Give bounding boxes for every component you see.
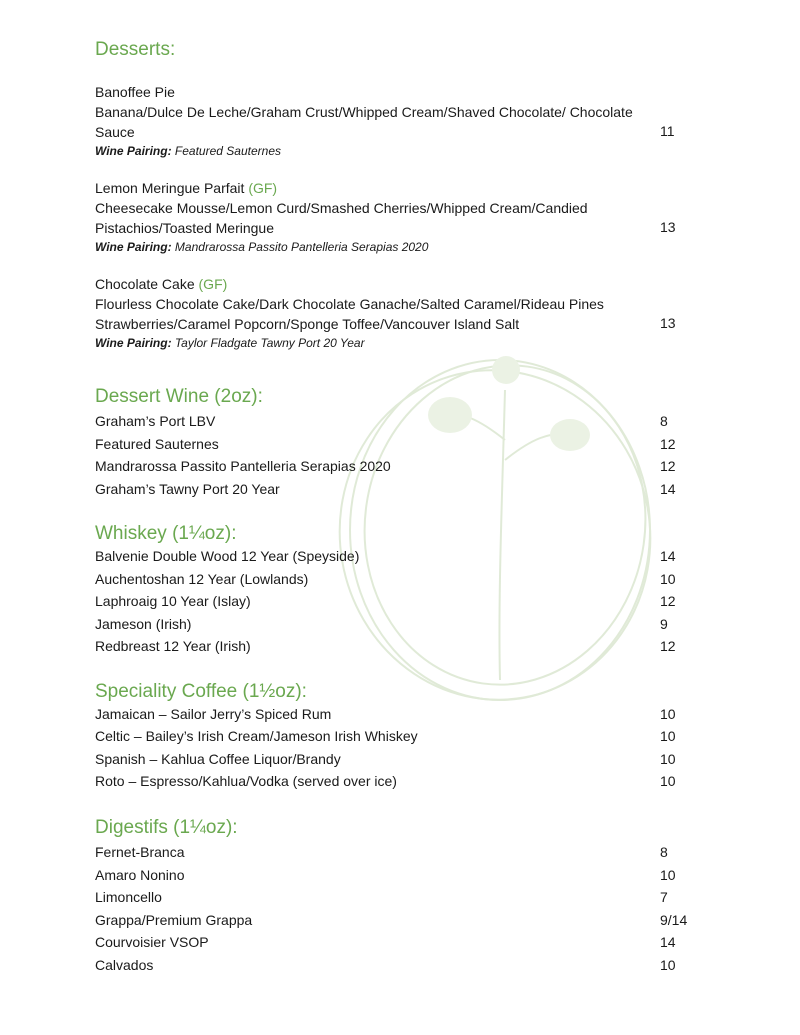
menu-row	[95, 481, 695, 501]
item-price: 14	[660, 481, 676, 497]
wine-pairing-label: Wine Pairing:	[95, 336, 172, 350]
dessert-name	[95, 276, 227, 292]
wine-pairing	[95, 240, 428, 254]
wine-pairing	[95, 144, 281, 158]
wine-pairing-value: Taylor Fladgate Tawny Port 20 Year	[174, 336, 365, 350]
dessert-name-text: Chocolate Cake	[95, 276, 195, 292]
item-price: 8	[660, 844, 668, 860]
item-name: Courvoisier VSOP	[95, 934, 209, 950]
item-price: 10	[660, 728, 676, 744]
wine-pairing-value: Featured Sauternes	[174, 144, 281, 158]
item-name: Roto – Espresso/Kahlua/Vodka (served over ice)	[95, 773, 397, 789]
section-heading-dessert-wine: Dessert Wine (2oz):	[95, 386, 263, 407]
item-name: Graham’s Tawny Port 20 Year	[95, 481, 280, 497]
dessert-description: Cheesecake Mousse/Lemon Curd/Smashed Cherries/Whipped Cream/Candied Pistachios/Toasted Meringue	[95, 200, 588, 236]
menu-row	[95, 593, 695, 613]
item-price: 8	[660, 413, 668, 429]
item-price: 12	[660, 638, 676, 654]
section-heading-desserts: Desserts:	[95, 39, 176, 60]
item-price: 10	[660, 957, 676, 973]
item-name: Celtic – Bailey’s Irish Cream/Jameson Irish Whiskey	[95, 728, 418, 744]
section-heading-digestifs: Digestifs (1¼oz):	[95, 817, 238, 838]
menu-row	[95, 912, 695, 932]
dessert-description: Flourless Chocolate Cake/Dark Chocolate Ganache/Salted Caramel/Rideau Pines Strawberries/Caramel Popcorn/Sponge Toffee/Vancouver Island Salt	[95, 296, 604, 332]
wine-pairing-label: Wine Pairing:	[95, 144, 172, 158]
item-name: Jameson (Irish)	[95, 616, 192, 632]
item-price: 10	[660, 751, 676, 767]
menu-row	[95, 728, 695, 748]
menu-row	[95, 436, 695, 456]
menu-row	[95, 751, 695, 771]
dessert-price: 13	[660, 315, 676, 331]
item-price: 10	[660, 706, 676, 722]
dessert-price: 11	[660, 123, 675, 139]
item-name: Spanish – Kahlua Coffee Liquor/Brandy	[95, 751, 341, 767]
wine-pairing-value: Mandrarossa Passito Pantelleria Serapias 2020	[174, 240, 429, 254]
menu-row	[95, 934, 695, 954]
item-price: 12	[660, 436, 676, 452]
item-name: Mandrarossa Passito Pantelleria Serapias 2020	[95, 458, 391, 474]
menu-row	[95, 889, 695, 909]
item-name: Fernet-Branca	[95, 844, 185, 860]
item-price: 10	[660, 773, 676, 789]
wine-pairing-label: Wine Pairing:	[95, 240, 172, 254]
menu-row	[95, 844, 695, 864]
item-price: 14	[660, 934, 676, 950]
item-name: Limoncello	[95, 889, 162, 905]
item-name: Auchentoshan 12 Year (Lowlands)	[95, 571, 309, 587]
gluten-free-tag: (GF)	[248, 180, 278, 196]
wine-pairing	[95, 336, 365, 350]
dessert-name: Banoffee Pie	[95, 84, 175, 100]
dessert-price: 13	[660, 219, 676, 235]
item-name: Jamaican – Sailor Jerry’s Spiced Rum	[95, 706, 332, 722]
section-heading-whiskey: Whiskey (1¼oz):	[95, 523, 237, 544]
item-name: Laphroaig 10 Year (Islay)	[95, 593, 251, 609]
item-price: 10	[660, 867, 676, 883]
menu-row	[95, 773, 695, 793]
item-price: 7	[660, 889, 668, 905]
item-price: 14	[660, 548, 676, 564]
item-price: 12	[660, 593, 676, 609]
menu-row	[95, 616, 695, 636]
menu-row	[95, 548, 695, 568]
dessert-name-text: Lemon Meringue Parfait	[95, 180, 245, 196]
section-heading-coffee: Speciality Coffee (1½oz):	[95, 681, 307, 702]
dessert-description: Banana/Dulce De Leche/Graham Crust/Whipped Cream/Shaved Chocolate/ Chocolate Sauce	[95, 104, 633, 140]
menu-row	[95, 638, 695, 658]
gluten-free-tag: (GF)	[198, 276, 228, 292]
item-price: 12	[660, 458, 676, 474]
item-price: 9/14	[660, 912, 688, 928]
menu-row	[95, 957, 695, 977]
dessert-name	[95, 180, 277, 196]
item-name: Amaro Nonino	[95, 867, 185, 883]
item-name: Featured Sauternes	[95, 436, 219, 452]
menu-row	[95, 458, 695, 478]
item-price: 9	[660, 616, 668, 632]
item-name: Redbreast 12 Year (Irish)	[95, 638, 251, 654]
menu-row	[95, 867, 695, 887]
item-name: Grappa/Premium Grappa	[95, 912, 253, 928]
menu-row	[95, 413, 695, 433]
menu-row	[95, 706, 695, 726]
item-name: Graham’s Port LBV	[95, 413, 216, 429]
item-name: Balvenie Double Wood 12 Year (Speyside)	[95, 548, 360, 564]
menu-row	[95, 571, 695, 591]
item-name: Calvados	[95, 957, 154, 973]
item-price: 10	[660, 571, 676, 587]
